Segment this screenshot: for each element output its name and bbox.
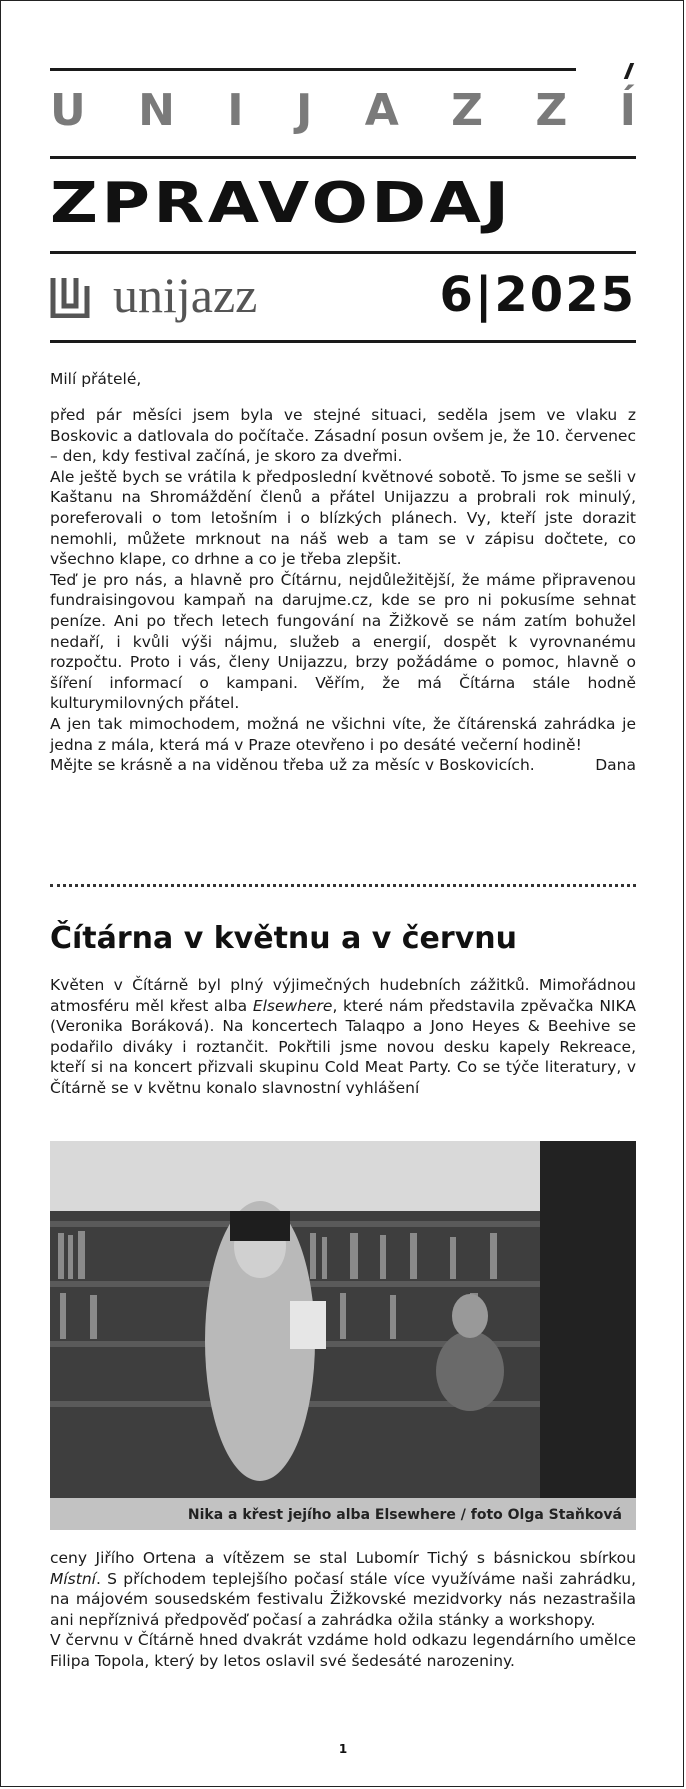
concert-photo bbox=[50, 1141, 636, 1530]
brand-letter: U bbox=[50, 85, 86, 136]
paragraph: Teď je pro nás, a hlavně pro Čítárnu, nejdůležitější, že máme připravenou fundraisingovou kampaň na darujme.cz, kde se pro ni pokusíme sehnat peníze. Ani po třech letech fungování na Žižkově se nám zatím bohužel nedaří, i kvůli výši nájmu, služeb a energií, dospět k vyrovnanému rozpočtu. Proto i vás, členy Unijazzu, brzy požádáme o pomoc, hlavně o šíření informací o kampani. Věřím, že má Čítárna stále hodně kulturymilovných přátel. bbox=[50, 570, 636, 713]
article-paragraph bbox=[50, 975, 636, 1099]
text: , které nám představila zpěvačka NIKA (Veronika Boráková). Na koncertech Talaqpo a Jono Heyes & Beehive se podařilo diváky i roztančit. Pokřtili jsme novou desku kapely Rekreace, kteří si na koncert přizvali skupinu Cold Meat Party. Co se týče literatury, v Čítárně se v květnu konalo slavnostní vyhlášení bbox=[50, 996, 636, 1097]
intro-letter bbox=[50, 405, 636, 776]
paragraph: Mějte se krásně a na viděnou třeba už za měsíc v Boskovicích. bbox=[50, 756, 535, 775]
paragraph: Ale ještě bych se vrátila k předposlední květnové sobotě. To jsme se sešli v Kaštanu na Shromáždění členů a přátel Unijazzu a probrali rok minulý, poreferovali o tom letošním i o blízkých plánech. Vy, kteří jste dorazit nemohli, můžete mrknout na náš web a tam se v zápisu dočtete, co všechno klape, co drhne a co je třeba zlepšit. bbox=[50, 467, 636, 569]
unijazz-logo-icon bbox=[50, 276, 90, 318]
text: ceny Jiřího Ortena a vítězem se stal Lubomír Tichý s básnickou sbírkou bbox=[50, 1549, 636, 1567]
paragraph: A jen tak mimochodem, možná ne všichni víte, že čítárenská zahrádka je jedna z mála, která má v Praze otevřeno i po desáté večerní hodině! bbox=[50, 714, 636, 754]
brand-letter: A bbox=[364, 85, 399, 136]
brand-wordmark bbox=[50, 85, 636, 136]
text: . S příchodem teplejšího počasí stále více využíváme naši zahrádku, na májovém sousedském festivalu Žižkovské mezidvorky nás nezastrašila ani nepříznivá předpověď počasí a zahrádka ožila stánky a workshopy. bbox=[50, 1569, 636, 1629]
album-title: Elsewhere bbox=[252, 996, 333, 1015]
brand-letter: N bbox=[138, 85, 175, 136]
newsletter-title: ZPRAVODAJ bbox=[50, 171, 513, 236]
signature: Dana bbox=[595, 756, 636, 775]
dotted-divider bbox=[50, 884, 636, 887]
brand-letter: I bbox=[227, 85, 244, 136]
text: Květen v Čítárně byl plný výjimečných hudebních zážitků. Mimořádnou atmosféru měl křest alba bbox=[50, 976, 636, 1015]
rule bbox=[50, 251, 636, 254]
brand-letter: Z bbox=[535, 85, 568, 136]
brand-letter: J bbox=[295, 85, 313, 136]
brand-letter: Z bbox=[451, 85, 483, 136]
article-paragraph bbox=[50, 1548, 636, 1672]
brand-letter: Í bbox=[619, 85, 636, 136]
top-rule bbox=[50, 68, 576, 71]
page-number: 1 bbox=[338, 1742, 348, 1756]
accent-mark bbox=[624, 63, 634, 79]
issue-number: 6|2025 bbox=[439, 267, 636, 323]
book-title: Místní bbox=[50, 1569, 96, 1588]
logo-text: unijazz bbox=[113, 267, 258, 323]
closing-line bbox=[50, 755, 636, 776]
greeting: Milí přátelé, bbox=[50, 370, 142, 388]
paragraph: V červnu v Čítárně hned dvakrát vzdáme hold odkazu legendárního umělce Filipa Topola, který by letos oslavil své šedesáté narozeniny. bbox=[50, 1631, 636, 1670]
photo-caption: Nika a křest jejího alba Elsewhere / foto Olga Staňková bbox=[187, 1507, 622, 1523]
rule bbox=[50, 156, 636, 159]
bookshelf-illustration bbox=[50, 1141, 636, 1530]
paragraph: před pár měsíci jsem byla ve stejné situaci, seděla jsem ve vlaku z Boskovic a datlovala do počítače. Zásadní posun ovšem je, že 10. červenec – den, kdy festival začíná, je skoro za dveřmi. bbox=[50, 406, 636, 466]
rule bbox=[50, 340, 636, 343]
article-heading: Čítárna v květnu a v červnu bbox=[50, 921, 517, 956]
